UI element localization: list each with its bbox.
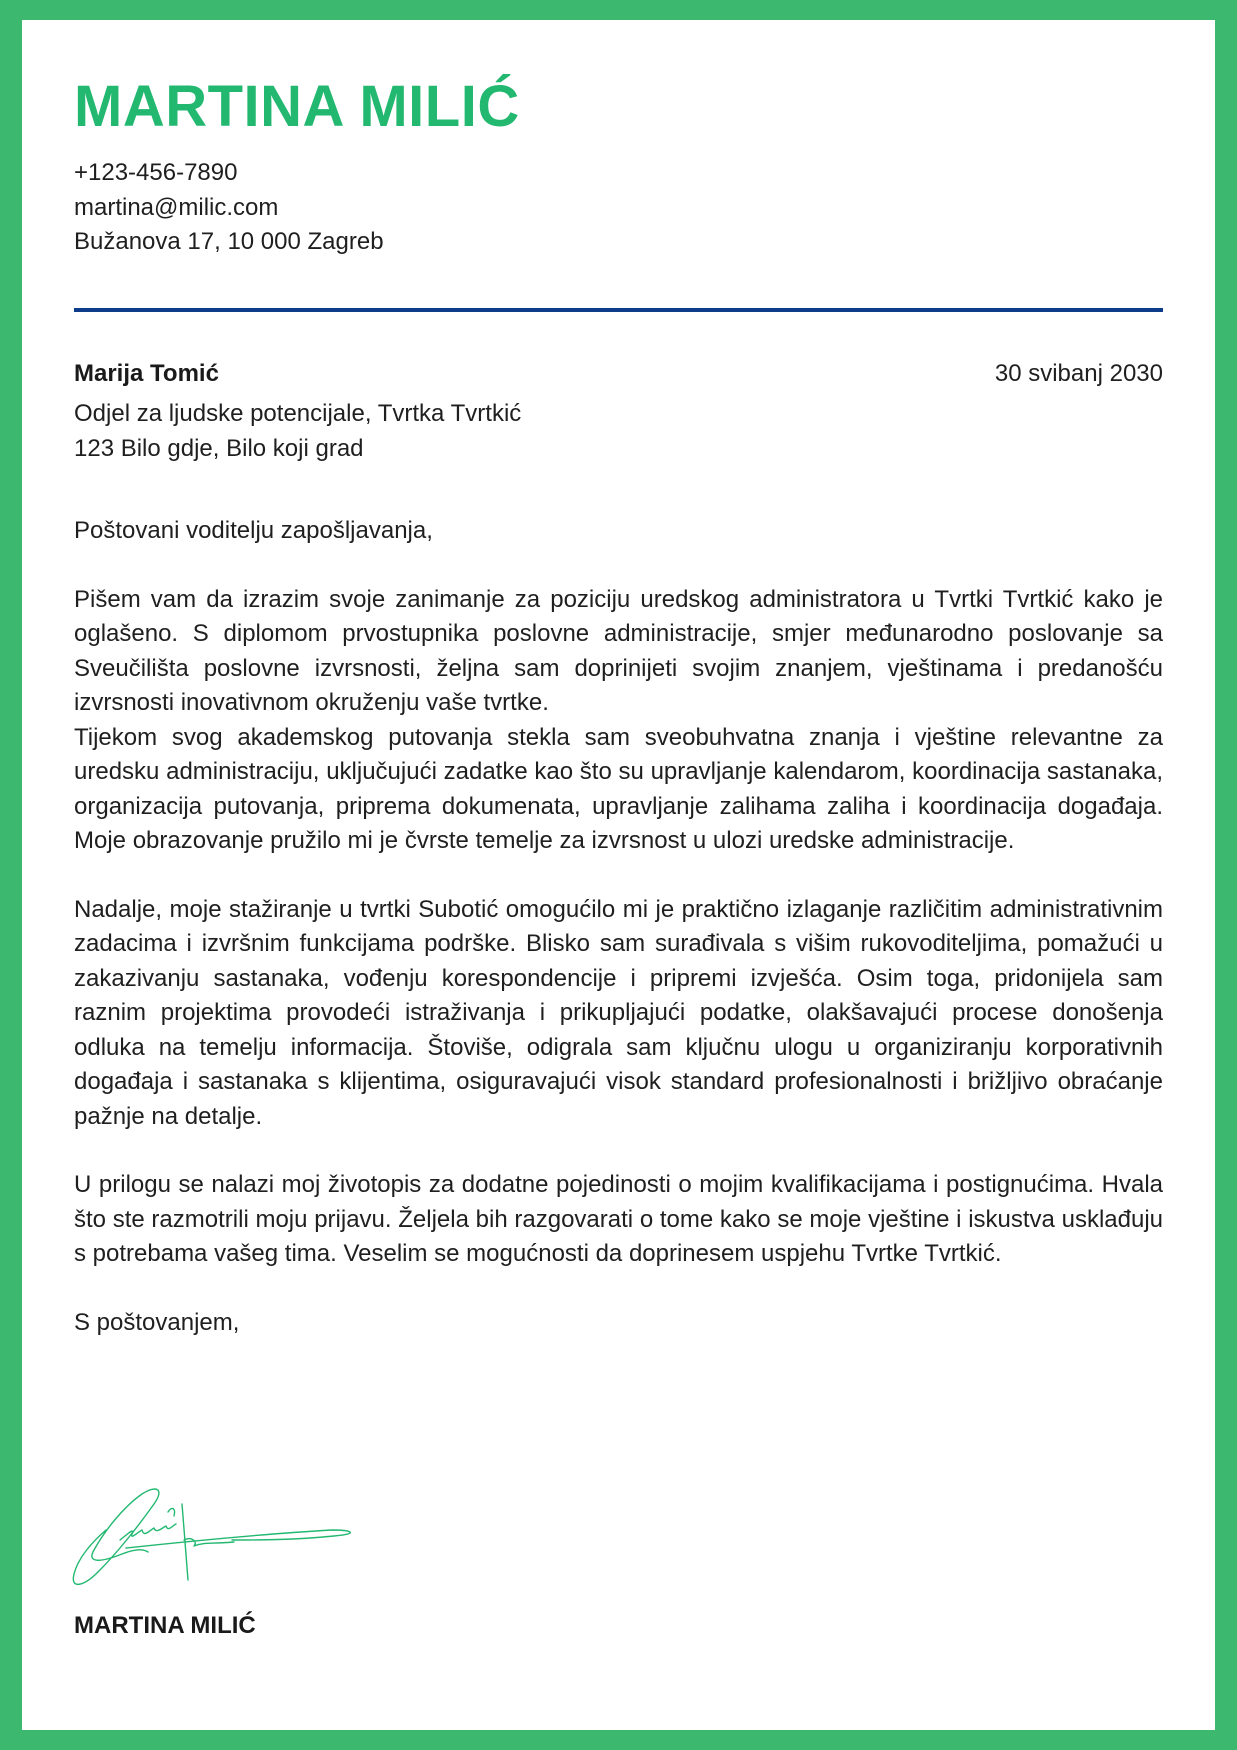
recipient-name: Marija Tomić bbox=[74, 360, 219, 387]
sender-contact-block bbox=[74, 156, 384, 260]
letter-body bbox=[74, 514, 1163, 1340]
header-divider bbox=[74, 308, 1163, 312]
paragraph-gap bbox=[74, 1134, 1163, 1168]
signature-name: MARTINA MILIĆ bbox=[74, 1612, 256, 1639]
sender-phone: +123-456-7890 bbox=[74, 159, 238, 186]
recipient-department: Odjel za ljudske potencijale, Tvrtka Tvrtkić bbox=[74, 400, 522, 427]
letter-paragraph-2: Tijekom svog akademskog putovanja stekla sam sveobuhvatna znanja i vještine relevantne za uredsku administraciju, uključujući zadatke kao što su upravljanje kalendarom, koordinacija sastanaka, organizacija putovanja, priprema dokumenata, upravljanje zalihama zaliha i koordinacija događaja. Moje obrazovanje pružilo mi je čvrste temelje za izvrsnost u ulozi uredske administracije. bbox=[74, 723, 1163, 854]
sender-address: Bužanova 17, 10 000 Zagreb bbox=[74, 228, 384, 255]
letter-paragraph-1: Pišem vam da izrazim svoje zanimanje za poziciju uredskog administratora u Tvrtki Tvrtkić kako je oglašeno. S diplomom prvostupnika poslovne administracije, smjer međunarodno poslovanje sa Sveučilišta poslovne izvrsnosti, željna sam doprinijeti svojim znanjem, vještinama i predanošću izvrsnosti inovativnom okruženju vaše tvrtke. bbox=[74, 585, 1163, 716]
recipient-block bbox=[74, 357, 1163, 466]
paragraph-gap bbox=[74, 1272, 1163, 1306]
letter-closing: S poštovanjem, bbox=[74, 1308, 240, 1336]
letter-date: 30 svibanj 2030 bbox=[994, 360, 1163, 387]
letter-greeting: Poštovani voditelju zapošljavanja, bbox=[74, 517, 433, 544]
letter-paragraph-4: U prilogu se nalazi moj životopis za dodatne pojedinosti o mojim kvalifikacijama i postignućima. Hvala što ste razmotrili moju prijavu. Željela bih razgovarati o tome kako se moje vještine i iskustva usklađuju s potrebama vašeg tima. Veselim se mogućnosti da doprinesem uspjehu Tvrtke Tvrtkić. bbox=[74, 1171, 1163, 1267]
paragraph-gap bbox=[74, 549, 1163, 583]
recipient-address: 123 Bilo gdje, Bilo koji grad bbox=[74, 434, 364, 462]
handwritten-signature-icon bbox=[72, 1482, 372, 1592]
letter-paragraph-3: Nadalje, moje stažiranje u tvrtki Subotić omogućilo mi je praktično izlaganje različitim administrativnim zadacima i izvršnim funkcijama podrške. Blisko sam surađivala s višim rukovoditeljima, pomažući u zakazivanju sastanaka, vođenju korespondencije i pripremi izvješća. Osim toga, pridonijela sam raznim projektima provodeći istraživanja i prikupljajući podatke, olakšavajući procese donošenja odluka na temelju informacija. Štoviše, odigrala sam ključnu ulogu u organiziranju korporativnih događaja i sastanaka s klijentima, osiguravajući visok standard profesionalnosti i brižljivo obraćanje pažnje na detalje. bbox=[74, 895, 1163, 1130]
sender-name-heading: MARTINA MILIĆ bbox=[74, 74, 520, 139]
letter-page bbox=[22, 20, 1215, 1730]
paragraph-gap bbox=[74, 859, 1163, 893]
sender-email: martina@milic.com bbox=[74, 193, 279, 221]
